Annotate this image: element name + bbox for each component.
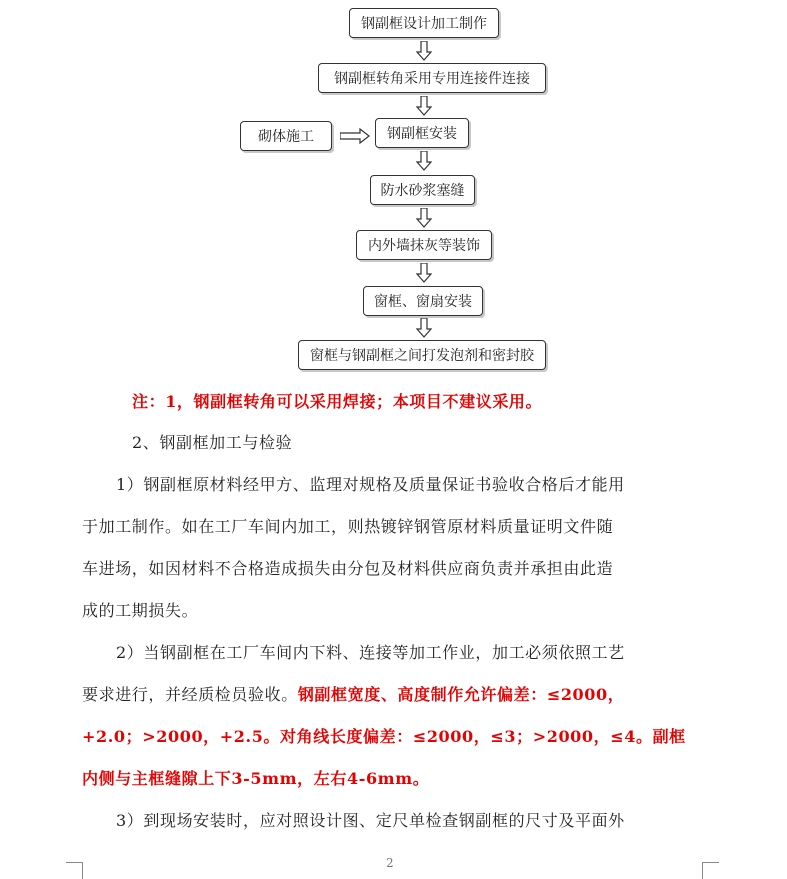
arrow-down-icon xyxy=(416,41,432,61)
flow-step-5: 内外墙抹灰等装饰 xyxy=(356,230,492,260)
paragraph-2-line-1: 2）当钢副框在工厂车间内下料、连接等加工作业，加工必须依照工艺 xyxy=(116,643,625,662)
page-number: 2 xyxy=(386,856,394,870)
arrow-down-icon xyxy=(416,96,432,116)
page-corner-mark-left xyxy=(66,862,83,879)
paragraph-3 xyxy=(82,800,698,842)
flow-step-2: 钢副框转角采用专用连接件连接 xyxy=(318,63,546,93)
paragraph-2-line-4: 内侧与主框缝隙上下3-5mm，左右4-6mm。 xyxy=(82,769,430,788)
arrow-right-icon xyxy=(340,128,370,144)
flow-step-6: 窗框、窗扇安装 xyxy=(363,286,483,316)
flow-step-1: 钢副框设计加工制作 xyxy=(349,8,499,38)
paragraph-1-line-1: 1）钢副框原材料经甲方、监理对规格及质量保证书验收合格后才能用 xyxy=(116,475,625,494)
paragraph-2-line-2 xyxy=(82,674,698,716)
paragraph-2-line-2-plain: 要求进行，并经质检员验收。 xyxy=(82,685,298,704)
arrow-down-icon xyxy=(416,318,432,338)
page-corner-mark-right xyxy=(702,862,719,879)
flow-step-3: 钢副框安装 xyxy=(375,118,469,148)
arrow-down-icon xyxy=(416,263,432,283)
section-title: 2、钢副框加工与检验 xyxy=(132,433,293,452)
paragraph-1-line-2: 于加工制作。如在工厂车间内加工，则热镀锌钢管原材料质量证明文件随 xyxy=(82,517,614,536)
note-text: 注：1，钢副框转角可以采用焊接；本项目不建议采用。 xyxy=(132,392,543,411)
paragraph-1-line-4: 成的工期损失。 xyxy=(82,601,199,620)
flow-step-4: 防水砂浆塞缝 xyxy=(370,175,475,205)
paragraph-1-line-3: 车进场，如因材料不合格造成损失由分包及材料供应商负责并承担由此造 xyxy=(82,559,614,578)
flow-step-7: 窗框与钢副框之间打发泡剂和密封胶 xyxy=(298,340,546,370)
arrow-down-icon xyxy=(416,151,432,171)
paragraph-2-line-3: +2.0；>2000，+2.5。对角线长度偏差：≤2000，≤3；>2000，≤4。副框 xyxy=(82,727,686,746)
paragraph-3-line-1: 3）到现场安装时，应对照设计图、定尺单检查钢副框的尺寸及平面外 xyxy=(116,811,625,830)
paragraph-2 xyxy=(82,632,698,800)
arrow-down-icon xyxy=(416,208,432,228)
paragraph-1 xyxy=(82,464,698,632)
flow-side-masonry: 砌体施工 xyxy=(240,121,332,151)
paragraph-2-line-2-red: 钢副框宽度、高度制作允许偏差：≤2000， xyxy=(297,685,625,704)
